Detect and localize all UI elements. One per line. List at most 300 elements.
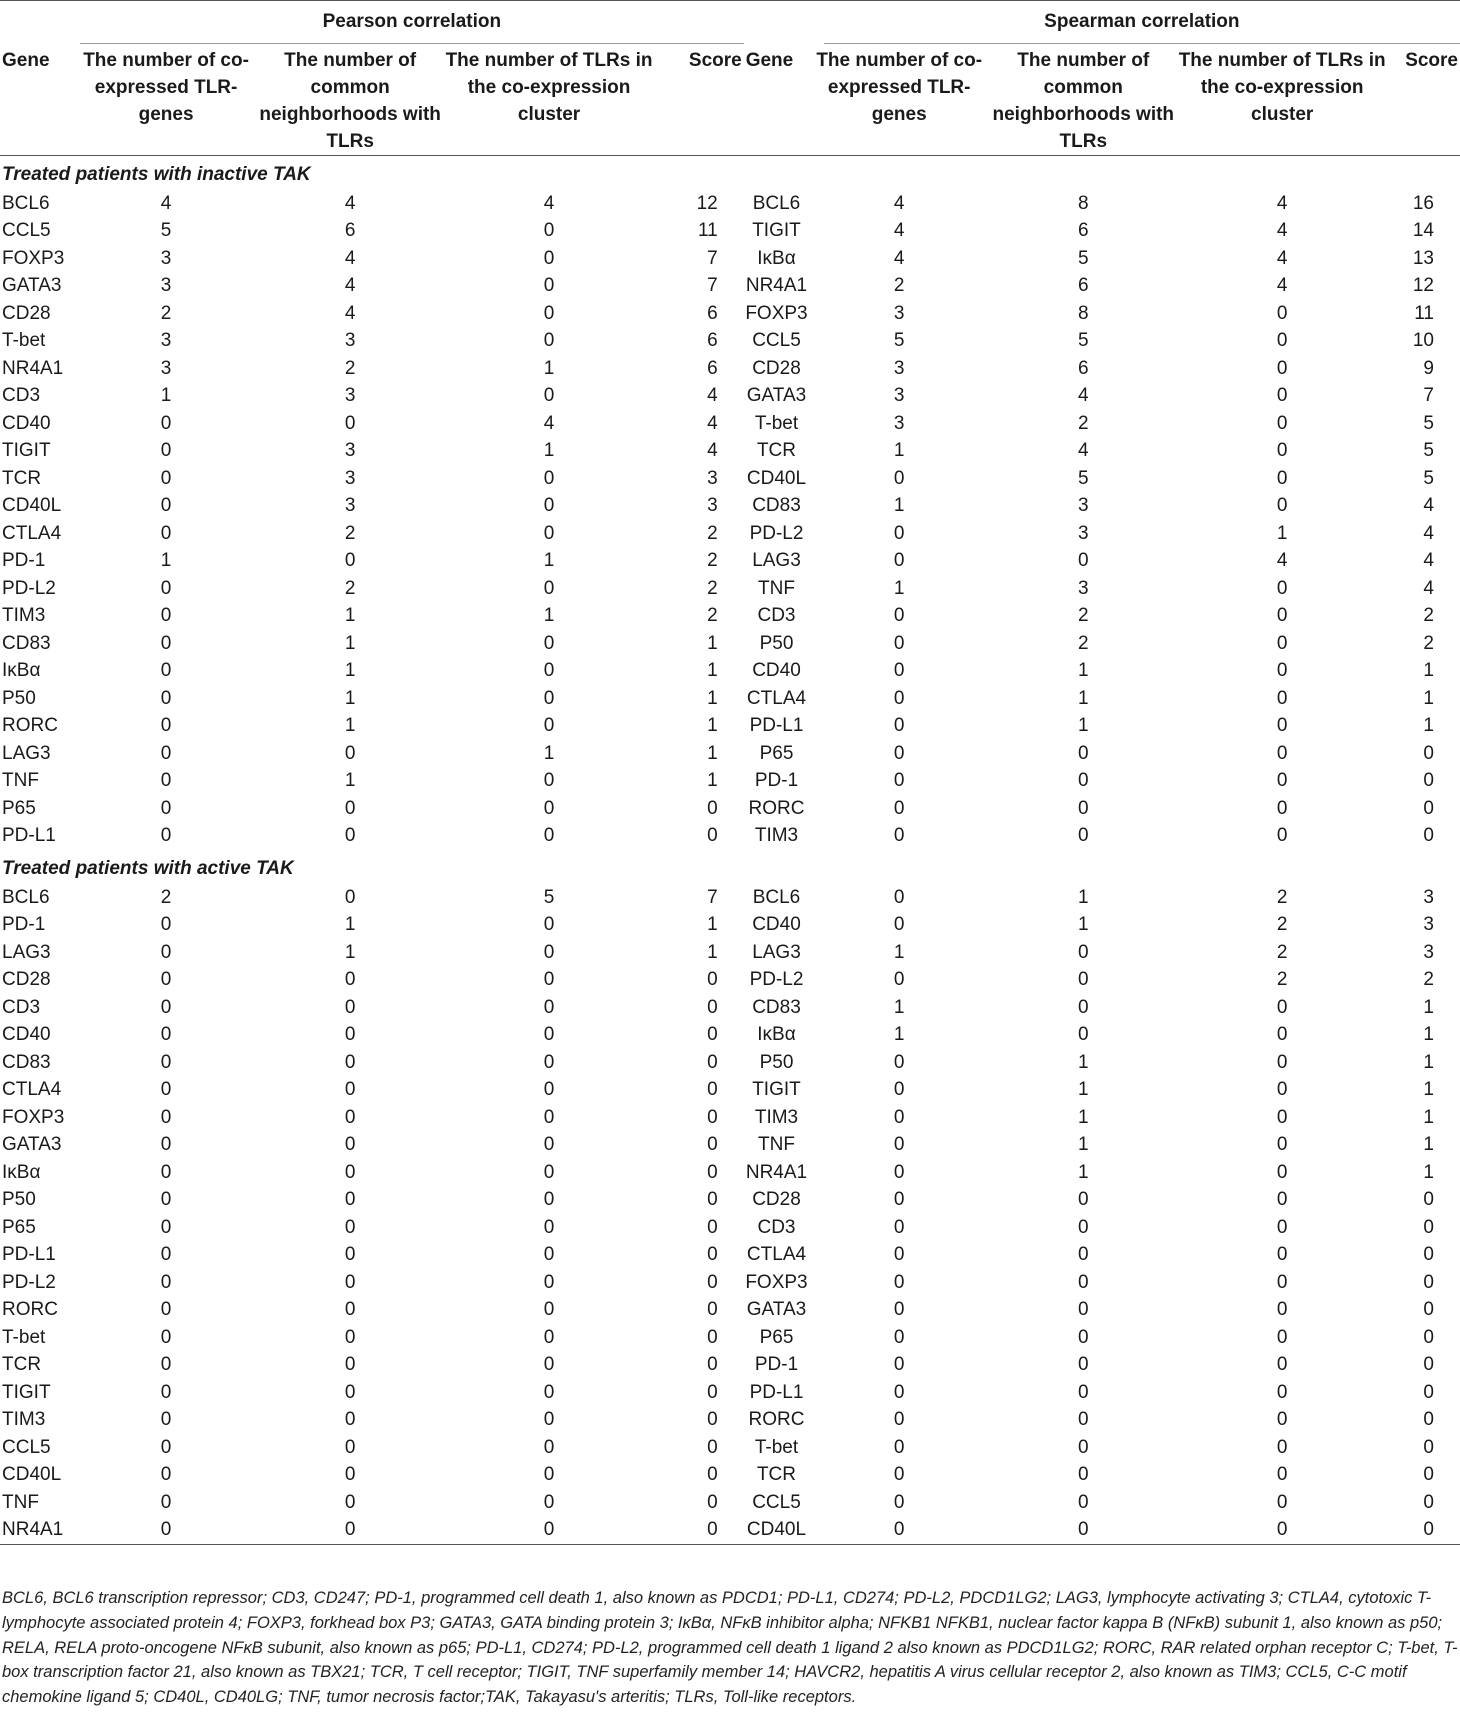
spearman-gene-cell: LAG3 bbox=[752, 550, 801, 572]
spearman-cluster-cell: 0 bbox=[1276, 1051, 1288, 1073]
spearman-score-cell: 1 bbox=[1423, 1024, 1434, 1046]
spearman-score-cell: 1 bbox=[1423, 660, 1434, 682]
pearson-score-cell: 6 bbox=[707, 330, 718, 352]
pearson-score-cell: 1 bbox=[707, 687, 718, 709]
table-row bbox=[0, 1324, 1460, 1352]
spearman-neighborhoods-cell: 0 bbox=[989, 1517, 1177, 1545]
pearson-score-cell: 4 bbox=[707, 385, 718, 407]
pearson-score-cell: 2 bbox=[707, 550, 718, 572]
pearson-score-cell: 0 bbox=[707, 1299, 718, 1321]
spearman-gene-cell: TIGIT bbox=[752, 220, 801, 242]
pearson-coexpressed-cell: 0 bbox=[160, 770, 172, 792]
spearman-cluster-cell: 0 bbox=[1276, 495, 1288, 517]
spearman-neighborhoods-cell: 2 bbox=[1077, 605, 1089, 627]
pearson-gene-cell: CD83 bbox=[2, 632, 51, 654]
pearson-neighborhoods-cell: 1 bbox=[344, 715, 356, 737]
pearson-neighborhoods-cell: 0 bbox=[344, 1051, 356, 1073]
pearson-score-cell: 3 bbox=[707, 467, 718, 489]
spearman-neighborhoods-cell: 1 bbox=[1077, 1134, 1089, 1156]
spearman-neighborhoods-cell: 0 bbox=[1077, 969, 1089, 991]
pearson-gene-cell: TCR bbox=[2, 467, 42, 489]
pearson-gene-cell: CD40 bbox=[2, 412, 51, 434]
pearson-cluster-cell: 5 bbox=[543, 886, 555, 908]
spearman-neighborhoods-cell: 2 bbox=[1077, 412, 1089, 434]
pearson-gene-cell: T-bet bbox=[2, 330, 46, 352]
pearson-cluster-cell: 0 bbox=[543, 220, 555, 242]
pearson-cluster-cell: 0 bbox=[543, 770, 555, 792]
spearman-score-cell: 5 bbox=[1423, 440, 1434, 462]
spearman-cluster-cell: 0 bbox=[1276, 1436, 1288, 1458]
spearman-score-cell: 9 bbox=[1423, 357, 1434, 379]
table-row bbox=[0, 190, 1460, 218]
pearson-neighborhoods-cell: 4 bbox=[344, 302, 356, 324]
spearman-cluster-cell: 0 bbox=[1276, 1024, 1288, 1046]
spearman-neighborhoods-cell: 1 bbox=[1077, 1051, 1089, 1073]
spearman-cluster-cell: 1 bbox=[1276, 522, 1288, 544]
pearson-cluster-cell: 4 bbox=[543, 192, 555, 214]
pearson-score-cell: 6 bbox=[707, 302, 718, 324]
spearman-coexpressed-cell: 0 bbox=[893, 770, 905, 792]
spearman-coexpressed-cell: 0 bbox=[893, 1189, 905, 1211]
spearman-score-cell: 0 bbox=[1423, 1326, 1434, 1348]
table-row bbox=[0, 1489, 1460, 1517]
spearman-coexpressed-cell: 0 bbox=[893, 1354, 905, 1376]
pearson-cluster-cell: 0 bbox=[543, 1106, 555, 1128]
spearman-neighborhoods-cell: 1 bbox=[1077, 715, 1089, 737]
pearson-coexpressed-cell: 0 bbox=[160, 1079, 172, 1101]
pearson-score-cell: 4 bbox=[707, 440, 718, 462]
spearman-score-cell: 4 bbox=[1423, 522, 1434, 544]
table-row bbox=[0, 328, 1460, 356]
pearson-neighborhoods-cell: 2 bbox=[344, 577, 356, 599]
pearson-score-cell: 6 bbox=[707, 357, 718, 379]
table-row bbox=[0, 994, 1460, 1022]
pearson-gene-cell: CD28 bbox=[2, 302, 51, 324]
spearman-cluster-cell: 0 bbox=[1276, 1271, 1288, 1293]
table-row bbox=[0, 300, 1460, 328]
spearman-coexpressed-cell: 0 bbox=[893, 1326, 905, 1348]
table-row bbox=[0, 658, 1460, 686]
spearman-neighborhoods-cell: 5 bbox=[1077, 247, 1089, 269]
spearman-gene-cell: TIM3 bbox=[754, 1106, 799, 1128]
spearman-cluster-cell: 0 bbox=[1276, 1464, 1288, 1486]
pearson-score-cell: 7 bbox=[707, 275, 718, 297]
pearson-cluster-cell: 0 bbox=[543, 1216, 555, 1238]
spearman-cluster-cell: 0 bbox=[1276, 1134, 1288, 1156]
pearson-neighborhoods-cell: 0 bbox=[344, 996, 356, 1018]
spearman-score-cell: 1 bbox=[1423, 996, 1434, 1018]
pearson-gene-cell: CCL5 bbox=[2, 220, 51, 242]
spearman-coexpressed-cell: 0 bbox=[893, 687, 905, 709]
spearman-gene-cell: BCL6 bbox=[752, 886, 801, 908]
pearson-coexpressed-cell: 0 bbox=[160, 742, 172, 764]
table-row bbox=[0, 1269, 1460, 1297]
pearson-coexpressed-cell: 0 bbox=[160, 1299, 172, 1321]
pearson-neighborhoods-cell: 0 bbox=[256, 1517, 444, 1545]
spearman-gene-cell: T-bet bbox=[754, 1436, 799, 1458]
pearson-score-cell: 0 bbox=[707, 1106, 718, 1128]
pearson-neighborhoods-cell: 3 bbox=[344, 467, 356, 489]
spearman-gene-cell: IκBα bbox=[757, 247, 796, 269]
pearson-coexpressed-cell: 3 bbox=[160, 330, 172, 352]
spearman-coexpressed-cell: 1 bbox=[893, 996, 905, 1018]
spearman-gene-cell: CD3 bbox=[757, 1216, 796, 1238]
table-row bbox=[0, 713, 1460, 741]
pearson-gene-cell: GATA3 bbox=[2, 275, 62, 297]
pearson-cluster-cell: 0 bbox=[543, 275, 555, 297]
pearson-score-cell: 7 bbox=[707, 886, 718, 908]
pearson-cluster-cell: 0 bbox=[543, 1134, 555, 1156]
pearson-coexpressed-cell: 0 bbox=[160, 1024, 172, 1046]
pearson-score-cell: 2 bbox=[707, 522, 718, 544]
table-row bbox=[0, 823, 1460, 851]
pearson-cluster-cell: 0 bbox=[543, 687, 555, 709]
pearson-cluster-cell: 0 bbox=[543, 914, 555, 936]
spearman-coexpressed-cell: 0 bbox=[893, 1464, 905, 1486]
pearson-gene-cell: GATA3 bbox=[2, 1134, 62, 1156]
spearman-gene-cell: P65 bbox=[759, 742, 794, 764]
spearman-coexpressed-cell: 4 bbox=[893, 192, 905, 214]
spearman-score-cell: 5 bbox=[1423, 412, 1434, 434]
spearman-cluster-cell: 0 bbox=[1276, 1491, 1288, 1513]
pearson-neighborhoods-cell: 0 bbox=[344, 1464, 356, 1486]
spearman-gene-cell: PD-L1 bbox=[749, 1381, 804, 1403]
pearson-score-cell: 0 bbox=[707, 1326, 718, 1348]
pearson-cluster-cell: 0 bbox=[543, 996, 555, 1018]
pearson-gene-cell: RORC bbox=[2, 1299, 58, 1321]
spearman-score-cell: 0 bbox=[1423, 825, 1434, 847]
pearson-gene-cell: FOXP3 bbox=[2, 1106, 65, 1128]
pearson-score-cell: 0 bbox=[707, 996, 718, 1018]
col-neighborhoods: The number of common neighborhoods with TLRs bbox=[989, 47, 1177, 156]
pearson-coexpressed-cell: 0 bbox=[160, 1106, 172, 1128]
spearman-cluster-cell: 4 bbox=[1276, 247, 1288, 269]
spearman-neighborhoods-cell: 4 bbox=[1077, 385, 1089, 407]
spearman-neighborhoods-cell: 5 bbox=[1077, 330, 1089, 352]
spearman-coexpressed-cell: 0 bbox=[893, 1051, 905, 1073]
pearson-neighborhoods-cell: 1 bbox=[344, 632, 356, 654]
pearson-coexpressed-cell: 0 bbox=[160, 1051, 172, 1073]
spearman-cluster-cell: 4 bbox=[1276, 275, 1288, 297]
spearman-score-cell: 0 bbox=[1423, 1189, 1434, 1211]
pearson-score-cell: 0 bbox=[707, 797, 718, 819]
spearman-coexpressed-cell: 0 bbox=[893, 886, 905, 908]
pearson-coexpressed-cell: 3 bbox=[160, 275, 172, 297]
pearson-neighborhoods-cell: 1 bbox=[344, 660, 356, 682]
spearman-gene-cell: CTLA4 bbox=[746, 687, 807, 709]
pearson-score-cell: 0 bbox=[707, 1161, 718, 1183]
pearson-cluster-cell: 0 bbox=[543, 467, 555, 489]
spearman-coexpressed-cell: 1 bbox=[893, 1024, 905, 1046]
pearson-neighborhoods-cell: 0 bbox=[344, 742, 356, 764]
pearson-coexpressed-cell: 1 bbox=[160, 385, 172, 407]
pearson-neighborhoods-cell: 3 bbox=[344, 385, 356, 407]
pearson-gene-cell: P50 bbox=[2, 687, 36, 709]
pearson-cluster-cell: 0 bbox=[543, 1161, 555, 1183]
spearman-score-cell: 0 bbox=[1423, 1271, 1434, 1293]
pearson-cluster-cell: 0 bbox=[543, 302, 555, 324]
spearman-coexpressed-cell: 0 bbox=[893, 1244, 905, 1266]
table-row bbox=[0, 1022, 1460, 1050]
pearson-gene-cell: CD83 bbox=[2, 1051, 51, 1073]
pearson-cluster-cell: 1 bbox=[543, 605, 555, 627]
pearson-coexpressed-cell: 0 bbox=[160, 1216, 172, 1238]
table-row bbox=[0, 548, 1460, 576]
spearman-coexpressed-cell: 0 bbox=[893, 1161, 905, 1183]
pearson-neighborhoods-cell: 1 bbox=[344, 687, 356, 709]
spearman-score-cell: 11 bbox=[1414, 302, 1434, 324]
pearson-coexpressed-cell: 0 bbox=[160, 1271, 172, 1293]
pearson-cluster-cell: 0 bbox=[543, 330, 555, 352]
spearman-coexpressed-cell: 1 bbox=[893, 577, 905, 599]
spearman-score-cell: 1 bbox=[1423, 1161, 1434, 1183]
col-score: Score bbox=[654, 47, 744, 156]
spearman-neighborhoods-cell: 6 bbox=[1077, 275, 1089, 297]
spearman-score-cell: 0 bbox=[1423, 742, 1434, 764]
spearman-score-cell: 1 bbox=[1423, 1079, 1434, 1101]
spearman-coexpressed-cell: 0 bbox=[893, 1491, 905, 1513]
spearman-gene-cell: P65 bbox=[759, 1326, 794, 1348]
pearson-neighborhoods-cell: 0 bbox=[344, 1244, 356, 1266]
pearson-cluster-cell: 1 bbox=[543, 550, 555, 572]
spearman-neighborhoods-cell: 8 bbox=[1077, 302, 1089, 324]
spearman-cluster-cell: 4 bbox=[1276, 220, 1288, 242]
spearman-neighborhoods-cell: 3 bbox=[1077, 495, 1089, 517]
spearman-coexpressed-cell: 0 bbox=[893, 605, 905, 627]
spearman-cluster-cell: 4 bbox=[1276, 550, 1288, 572]
spearman-coexpressed-cell: 5 bbox=[893, 330, 905, 352]
spearman-gene-cell: NR4A1 bbox=[745, 275, 808, 297]
spearman-cluster-cell: 0 bbox=[1276, 1381, 1288, 1403]
pearson-gene-cell: CD28 bbox=[2, 969, 51, 991]
spearman-neighborhoods-cell: 0 bbox=[1077, 1271, 1089, 1293]
table-row bbox=[0, 218, 1460, 246]
spearman-gene-cell: FOXP3 bbox=[745, 1271, 808, 1293]
spearman-coexpressed-cell: 0 bbox=[893, 632, 905, 654]
table-row bbox=[0, 1407, 1460, 1435]
pearson-neighborhoods-cell: 0 bbox=[344, 797, 356, 819]
spearman-neighborhoods-cell: 6 bbox=[1077, 220, 1089, 242]
table-row bbox=[0, 768, 1460, 796]
pearson-neighborhoods-cell: 0 bbox=[344, 1271, 356, 1293]
spearman-coexpressed-cell: 0 bbox=[893, 715, 905, 737]
spearman-gene-cell: CD40L bbox=[744, 1517, 810, 1545]
pearson-cluster-cell: 0 bbox=[543, 1326, 555, 1348]
spearman-gene-cell: CD28 bbox=[752, 1189, 801, 1211]
spearman-cluster-cell: 0 bbox=[1276, 302, 1288, 324]
table-row bbox=[0, 355, 1460, 383]
spearman-cluster-cell: 0 bbox=[1276, 1161, 1288, 1183]
pearson-cluster-cell: 0 bbox=[444, 1517, 653, 1545]
pearson-cluster-cell: 0 bbox=[543, 797, 555, 819]
spearman-cluster-cell: 0 bbox=[1276, 660, 1288, 682]
table-row bbox=[0, 1352, 1460, 1380]
pearson-neighborhoods-cell: 4 bbox=[344, 192, 356, 214]
table-row bbox=[0, 740, 1460, 768]
pearson-neighborhoods-cell: 0 bbox=[344, 1381, 356, 1403]
spearman-score-cell: 3 bbox=[1423, 941, 1434, 963]
pearson-neighborhoods-cell: 0 bbox=[344, 886, 356, 908]
pearson-coexpressed-cell: 0 bbox=[160, 1161, 172, 1183]
pearson-score-cell: 2 bbox=[707, 577, 718, 599]
spearman-neighborhoods-cell: 0 bbox=[1077, 996, 1089, 1018]
pearson-score-cell: 0 bbox=[707, 1189, 718, 1211]
spearman-gene-cell: CD3 bbox=[757, 605, 796, 627]
spearman-gene-cell: BCL6 bbox=[752, 192, 801, 214]
spearman-cluster-cell: 0 bbox=[1276, 1299, 1288, 1321]
pearson-gene-cell: CD40L bbox=[2, 495, 62, 517]
table-row bbox=[0, 884, 1460, 912]
spearman-gene-cell: PD-L2 bbox=[749, 522, 804, 544]
pearson-coexpressed-cell: 0 bbox=[160, 996, 172, 1018]
spearman-coexpressed-cell: 1 bbox=[893, 440, 905, 462]
spearman-cluster-cell: 0 bbox=[1276, 1409, 1288, 1431]
spearman-coexpressed-cell: 0 bbox=[893, 1216, 905, 1238]
table-row bbox=[0, 1159, 1460, 1187]
pearson-coexpressed-cell: 3 bbox=[160, 357, 172, 379]
pearson-score-cell: 12 bbox=[696, 192, 718, 214]
pearson-cluster-cell: 1 bbox=[543, 357, 555, 379]
table-row bbox=[0, 912, 1460, 940]
spearman-gene-cell: PD-1 bbox=[754, 1354, 799, 1376]
pearson-cluster-cell: 0 bbox=[543, 1299, 555, 1321]
spearman-neighborhoods-cell: 0 bbox=[1077, 1409, 1089, 1431]
spearman-score-cell: 0 bbox=[1423, 1216, 1434, 1238]
pearson-gene-cell: RORC bbox=[2, 715, 58, 737]
table-row bbox=[0, 410, 1460, 438]
spearman-neighborhoods-cell: 0 bbox=[1077, 742, 1089, 764]
pearson-cluster-cell: 0 bbox=[543, 495, 555, 517]
pearson-score-cell: 1 bbox=[707, 770, 718, 792]
pearson-coexpressed-cell: 0 bbox=[160, 1189, 172, 1211]
table-row bbox=[0, 1297, 1460, 1325]
pearson-gene-cell: PD-L1 bbox=[2, 1244, 56, 1266]
spearman-gene-cell: GATA3 bbox=[746, 385, 807, 407]
pearson-gene-cell: PD-L2 bbox=[2, 1271, 56, 1293]
spearman-gene-cell: PD-L2 bbox=[749, 969, 804, 991]
table-row bbox=[0, 1187, 1460, 1215]
section-title: Treated patients with inactive TAK bbox=[2, 164, 311, 185]
pearson-gene-cell: TCR bbox=[2, 1354, 42, 1376]
spearman-score-cell: 3 bbox=[1423, 886, 1434, 908]
pearson-neighborhoods-cell: 1 bbox=[344, 914, 356, 936]
spearman-gene-cell: TCR bbox=[756, 440, 797, 462]
pearson-group-header: Pearson correlation bbox=[0, 1, 744, 48]
spearman-cluster-cell: 2 bbox=[1276, 886, 1288, 908]
pearson-score-cell: 0 bbox=[707, 1436, 718, 1458]
spearman-neighborhoods-cell: 0 bbox=[1077, 797, 1089, 819]
pearson-neighborhoods-cell: 3 bbox=[344, 440, 356, 462]
pearson-cluster-cell: 0 bbox=[543, 969, 555, 991]
table-row bbox=[0, 465, 1460, 493]
spearman-cluster-cell: 0 bbox=[1276, 330, 1288, 352]
pearson-cluster-cell: 0 bbox=[543, 1491, 555, 1513]
col-gene: Gene bbox=[744, 47, 810, 156]
spearman-score-cell: 2 bbox=[1423, 632, 1434, 654]
spearman-score-cell: 10 bbox=[1412, 330, 1434, 352]
spearman-cluster-cell: 0 bbox=[1276, 1244, 1288, 1266]
pearson-coexpressed-cell: 0 bbox=[160, 495, 172, 517]
pearson-score-cell: 2 bbox=[707, 605, 718, 627]
spearman-coexpressed-cell: 3 bbox=[893, 357, 905, 379]
col-cluster: The number of TLRs in the co-expression cluster bbox=[1177, 47, 1386, 156]
spearman-cluster-cell: 0 bbox=[1276, 1216, 1288, 1238]
pearson-neighborhoods-cell: 0 bbox=[344, 1189, 356, 1211]
spearman-neighborhoods-cell: 1 bbox=[1077, 660, 1089, 682]
spearman-coexpressed-cell: 0 bbox=[893, 1106, 905, 1128]
pearson-cluster-cell: 0 bbox=[543, 1464, 555, 1486]
pearson-neighborhoods-cell: 6 bbox=[344, 220, 356, 242]
spearman-score-cell: 0 bbox=[1387, 1517, 1460, 1545]
pearson-cluster-cell: 0 bbox=[543, 1244, 555, 1266]
spearman-cluster-cell: 0 bbox=[1276, 440, 1288, 462]
pearson-score-cell: 7 bbox=[707, 247, 718, 269]
pearson-gene-cell: CTLA4 bbox=[2, 1079, 62, 1101]
pearson-cluster-cell: 0 bbox=[543, 1436, 555, 1458]
spearman-score-cell: 3 bbox=[1423, 914, 1434, 936]
spearman-score-cell: 0 bbox=[1423, 770, 1434, 792]
spearman-cluster-cell: 0 bbox=[1276, 357, 1288, 379]
pearson-coexpressed-cell: 1 bbox=[160, 550, 172, 572]
spearman-gene-cell: CCL5 bbox=[752, 330, 801, 352]
spearman-neighborhoods-cell: 3 bbox=[1077, 577, 1089, 599]
pearson-gene-cell: TIGIT bbox=[2, 1381, 51, 1403]
spearman-score-cell: 2 bbox=[1423, 605, 1434, 627]
spearman-neighborhoods-cell: 0 bbox=[1077, 1354, 1089, 1376]
spearman-cluster-cell: 0 bbox=[1276, 632, 1288, 654]
pearson-score-cell: 0 bbox=[707, 1216, 718, 1238]
spearman-coexpressed-cell: 0 bbox=[893, 1134, 905, 1156]
pearson-gene-cell: IκBα bbox=[2, 660, 41, 682]
pearson-gene-cell: TIGIT bbox=[2, 440, 51, 462]
pearson-score-cell: 0 bbox=[707, 1079, 718, 1101]
spearman-coexpressed-cell: 1 bbox=[893, 495, 905, 517]
col-score: Score bbox=[1387, 47, 1460, 156]
spearman-cluster-cell: 0 bbox=[1276, 1326, 1288, 1348]
pearson-coexpressed-cell: 0 bbox=[160, 1354, 172, 1376]
spearman-neighborhoods-cell: 4 bbox=[1077, 440, 1089, 462]
pearson-neighborhoods-cell: 2 bbox=[344, 522, 356, 544]
spearman-neighborhoods-cell: 0 bbox=[1077, 825, 1089, 847]
pearson-score-cell: 1 bbox=[707, 941, 718, 963]
spearman-neighborhoods-cell: 3 bbox=[1077, 522, 1089, 544]
table-row bbox=[0, 1517, 1460, 1545]
pearson-cluster-cell: 0 bbox=[543, 1079, 555, 1101]
pearson-neighborhoods-cell: 0 bbox=[344, 1134, 356, 1156]
pearson-cluster-cell: 1 bbox=[543, 742, 555, 764]
pearson-coexpressed-cell: 0 bbox=[160, 1409, 172, 1431]
spearman-score-cell: 0 bbox=[1423, 1409, 1434, 1431]
spearman-cluster-cell: 0 bbox=[1276, 996, 1288, 1018]
pearson-cluster-cell: 0 bbox=[543, 1354, 555, 1376]
spearman-coexpressed-cell: 0 bbox=[893, 1299, 905, 1321]
spearman-score-cell: 0 bbox=[1423, 1381, 1434, 1403]
table-footnote: BCL6, BCL6 transcription repressor; CD3, CD247; PD-1, programmed cell death 1, also known as PDCD1; PD-L1, CD274; PD-L2, PDCD1LG2; LAG3, lymphocyte activating 3; CTLA4, cytotoxic T-lymphocyte associated protein 4; FOXP3, forkhead box P3; GATA3, GATA binding protein 3; IκBα, NFκB inhibitor alpha; NFKB1 NFKB1, nuclear factor kappa B (NFκB) subunit 1, also known as p50; RELA, RELA proto-oncogene NFκB subunit, also known as p65; PD-L1, CD274; PD-L2, programmed cell death 1 ligand 2 also known as PDCD1LG2; RORC, RAR related orphan receptor C; T-bet, T-box transcription factor 21, also known as TBX21; TCR, T cell receptor; TIGIT, TNF superfamily member 14; HAVCR2, hepatitis A virus cellular receptor 2, also known as TIM3; CCL5, C-C motif chemokine ligand 5; CD40L, CD40LG; TNF, tumor necrosis factor;TAK, Takayasu's arteritis; TLRs, Toll-like receptors. bbox=[2, 1589, 1458, 1707]
spearman-group-header: Spearman correlation bbox=[744, 1, 1460, 48]
spearman-score-cell: 1 bbox=[1423, 1051, 1434, 1073]
pearson-gene-cell: P65 bbox=[2, 1216, 36, 1238]
pearson-coexpressed-cell: 0 bbox=[160, 715, 172, 737]
spearman-cluster-cell: 0 bbox=[1276, 825, 1288, 847]
spearman-score-cell: 16 bbox=[1412, 192, 1434, 214]
spearman-gene-cell: TNF bbox=[758, 577, 795, 599]
table-row bbox=[0, 1132, 1460, 1160]
spearman-neighborhoods-cell: 0 bbox=[1077, 1381, 1089, 1403]
pearson-cluster-cell: 0 bbox=[543, 825, 555, 847]
pearson-score-cell: 0 bbox=[707, 1354, 718, 1376]
col-neighborhoods: The number of common neighborhoods with TLRs bbox=[256, 47, 444, 156]
spearman-gene-cell: CD40L bbox=[746, 467, 807, 489]
